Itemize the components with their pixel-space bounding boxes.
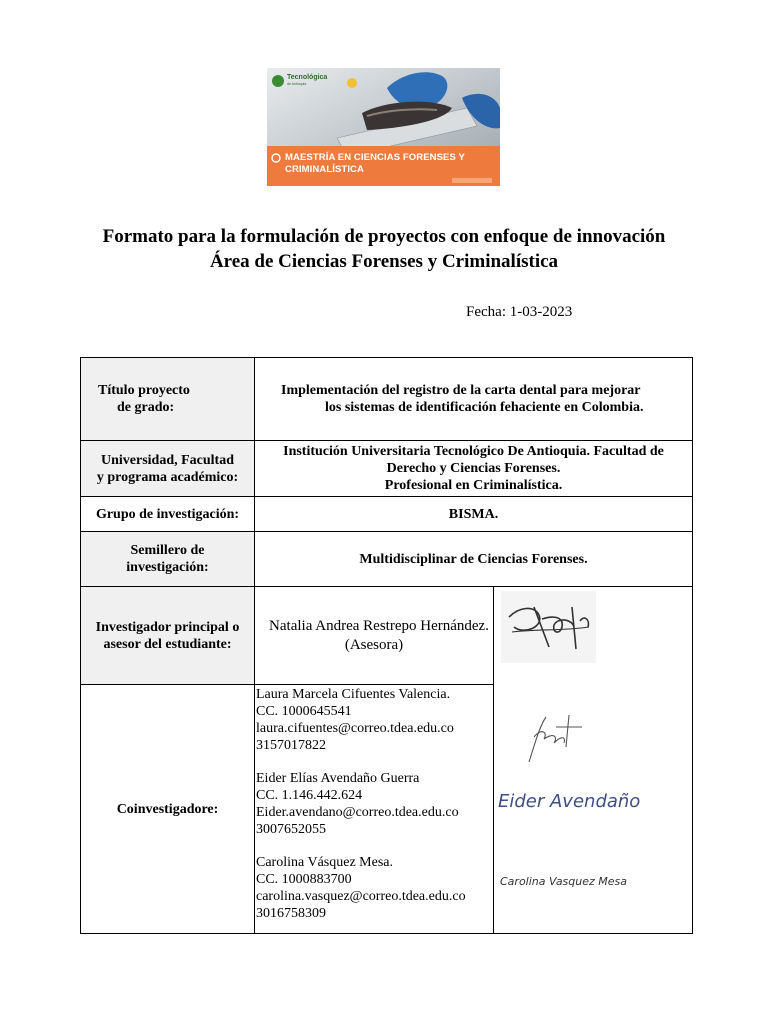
coinvestigators-label-cell: Coinvestigadore: [81,685,255,934]
institution-logo-name: Tecnológica [287,74,328,81]
pi-label-cell [81,587,255,685]
pi-label-line-1: Investigador principal o [95,619,240,635]
program-name: MAESTRÍA EN CIENCIAS FORENSES Y CRIMINALÍSTICA [285,152,465,175]
laura-signature [529,715,582,762]
table-row [81,441,693,497]
university-value-line-3: Profesional en Criminalística. [384,478,563,493]
coinvestigator-phone: 3007652055 [256,822,326,838]
title-value-line-2: los sistemas de identificación fehaciente en Colombia. [325,400,644,415]
coinvestigator-phone: 3016758309 [256,906,326,922]
table-row [81,587,693,685]
coinvestigators-info-cell [255,685,494,934]
coinvestigator-name: Laura Marcela Cifuentes Valencia. [256,687,451,703]
table-row [81,532,693,587]
university-value-cell [255,441,693,497]
table-row [81,497,693,532]
pi-name-cell [255,587,494,685]
seedbed-label-cell [81,532,255,587]
coinvestigator-2 [256,770,493,838]
coinvestigator-phone: 3157017822 [256,738,326,754]
group-label-cell: Grupo de investigación: [81,497,255,532]
pi-name: Natalia Andrea Restrepo Hernández. [269,617,489,634]
document-date: Fecha: 1-03-2023 [466,304,573,320]
coinvestigator-email[interactable]: carolina.vasquez@correo.tdea.edu.co [256,889,466,905]
seedbed-value-cell: Multidisciplinar de Ciencias Forenses. [255,532,693,587]
coinvestigator-id: CC. 1000883700 [256,872,352,888]
seedbed-label-line-1: Semillero de [130,543,205,558]
title-label-cell [81,358,255,441]
document-title [0,224,768,274]
coinvestigator-id: CC. 1.146.442.624 [256,788,363,804]
group-value-cell: BISMA. [255,497,693,532]
coinvestigator-id: CC. 1000645541 [256,704,352,720]
university-label-cell [81,441,255,497]
title-value-line-1: Implementación del registro de la carta dental para mejorar [281,383,641,398]
title-line-1: Formato para la formulación de proyectos con enfoque de innovación [102,226,666,247]
university-value-line-2: Derecho y Ciencias Forenses. [386,461,561,476]
project-form-table [80,357,693,934]
carolina-signature: Carolina Vasquez Mesa [500,875,628,888]
pi-label-line-2: asesor del estudiante: [103,636,232,652]
university-label-line-1: Universidad, Facultad [100,452,234,468]
seedbed-label-line-2: investigación: [126,560,209,575]
spacer [256,838,493,854]
pi-role: (Asesora) [344,636,404,653]
pi-signature [501,591,596,663]
university-value-line-1: Institución Universitaria Tecnológico De Antioquia. Facultad de [283,444,664,459]
title-label-line-1: Título proyecto [98,383,190,398]
program-banner [267,68,500,186]
table-row [81,358,693,441]
university-label-line-2: y programa académico: [96,469,239,485]
coinvestigator-1 [256,686,493,754]
coinvestigator-3 [256,854,493,922]
signatures-area [494,587,693,933]
spacer [256,754,493,770]
coinvestigator-email[interactable]: laura.cifuentes@correo.tdea.edu.co [256,721,454,737]
title-label-line-2: de grado: [117,400,175,415]
signatures-cell [494,587,693,934]
title-line-2: Área de Ciencias Forenses y Criminalística [209,251,559,272]
coinvestigator-email[interactable]: Eider.avendano@correo.tdea.edu.co [256,805,459,821]
title-value-cell [255,358,693,441]
coinvestigator-name: Eider Elías Avendaño Guerra [256,771,420,787]
institution-logo-sub: de Antioquia [287,82,307,86]
coinvestigator-name: Carolina Vásquez Mesa. [256,855,393,871]
eider-signature: Eider Avendaño [498,791,641,812]
